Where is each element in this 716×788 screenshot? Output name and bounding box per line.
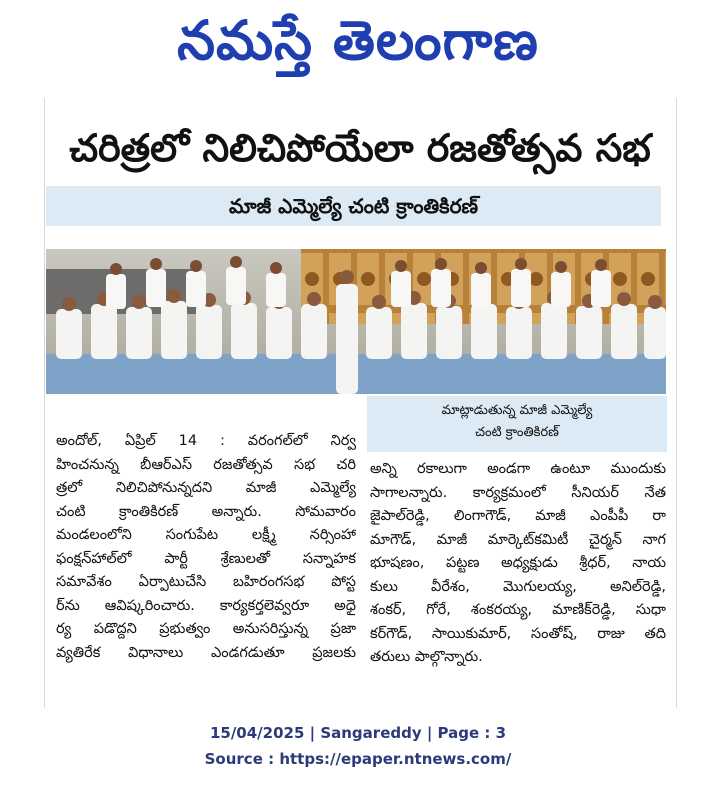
body-text-line: కర్‌గౌడ్, సాయికుమార్, సంతోష్, రాజు తది	[370, 625, 666, 642]
body-text-line: ర్‌ను ఆవిష్కరించారు. కార్యకర్తలెవ్వరూ అధై	[56, 597, 356, 614]
body-text-line: ర్య పడొద్దని ప్రభుత్వం అనుసరిస్తున్న ప్రజా	[56, 621, 356, 637]
news-clipping	[44, 98, 677, 708]
body-text-line: హించనున్న బీఆర్‌ఎస్ రజతోత్సవ సభ చరి	[56, 456, 356, 473]
body-text-line: వ్యతిరేక విధానాలు ఎండగడుతూ ప్రజలకు	[56, 644, 356, 661]
article-body-left-column	[56, 430, 356, 665]
photo-caption-line: చంటి క్రాంతికిరణ్	[475, 425, 559, 440]
photo-caption	[367, 396, 667, 452]
clipping-left-border	[44, 98, 45, 708]
source-url-line: Source : https://epaper.ntnews.com/	[204, 750, 512, 768]
newspaper-masthead: నమస్తే తెలంగాణ	[177, 9, 539, 72]
body-text-line: మండలంలోని సంగుపేట లక్ష్మీ నర్సింహా	[56, 527, 356, 543]
photo-caption-line: మాట్లాడుతున్న మాజీ ఎమ్మెల్యే	[441, 403, 593, 418]
body-text-line: కులు వీరేశం, మొగులయ్య, అనిల్‌రెడ్డి,	[370, 578, 666, 595]
edition-date-line: 15/04/2025 | Sangareddy | Page : 3	[209, 724, 507, 742]
body-text-line: చంటి క్రాంతికిరణ్ అన్నారు. సోమవారం	[56, 503, 356, 520]
body-text-line: సాగాలన్నారు. కార్యక్రమంలో సీనియర్ నేత	[370, 484, 666, 501]
body-text-line: సమావేశం ఏర్పాటుచేసి బహిరంగసభ పోస్ట	[56, 574, 356, 590]
news-photo	[46, 249, 666, 394]
body-text-line: అందోల్, ఏప్రిల్ 14 : వరంగల్‌లో నిర్వ	[56, 433, 356, 449]
article-body-right-column	[370, 458, 666, 670]
body-text-line: ఫంక్షన్‌హాల్‌లో పార్టీ శ్రేణులతో సన్నాహక	[56, 550, 356, 567]
article-headline: చరిత్రలో నిలిచిపోయేలా రజతోత్సవ సభ	[69, 126, 651, 170]
article-subhead: మాజీ ఎమ్మెల్యే చంటి క్రాంతికిరణ్	[46, 186, 661, 226]
body-text-line: త్రలో నిలిచిపోనున్నదని మాజీ ఎమ్మెల్యే	[56, 480, 356, 496]
body-text-line: శంకర్, గోరే, శంకరయ్య, మాణిక్‌రెడ్డి, సుధా	[370, 602, 666, 618]
body-text-line: అన్ని రకాలుగా అండగా ఉంటూ ముందుకు	[370, 461, 666, 477]
body-text-line: భూషణం, పట్టణ అధ్యక్షుడు శ్రీధర్, నాయ	[370, 555, 666, 571]
body-text-line: మాగౌడ్, మాజీ మార్కెట్‌కమిటీ చైర్మన్ నాగ	[370, 531, 666, 548]
clipping-right-border	[676, 98, 677, 708]
body-text-line: జైపాల్‌రెడ్డి, లింగాగౌడ్, మాజీ ఎంపీపీ రా	[370, 508, 666, 524]
body-text-line: తరులు పాల్గొన్నారు.	[370, 649, 483, 665]
